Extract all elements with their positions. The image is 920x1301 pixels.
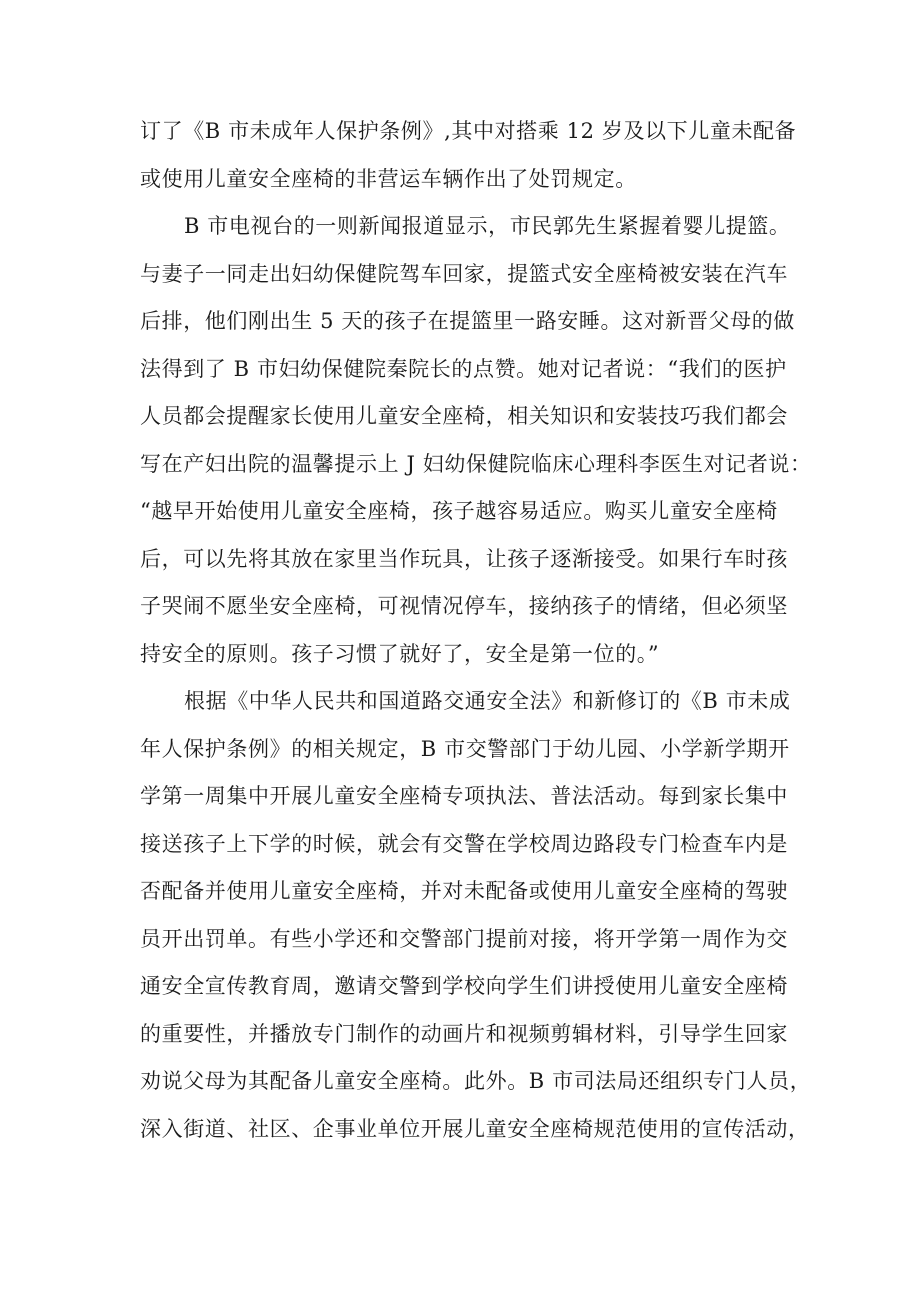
text-line: 否配备并使用儿童安全座椅，并对未配备或使用儿童安全座椅的驾驶 [140,879,788,903]
text-line: 学第一周集中开展儿童安全座椅专项执法、普法活动。每到家长集中 [140,784,788,808]
text-line: 年人保护条例》的相关规定，B 市交警部门于幼儿园、小学新学期开 [140,736,790,761]
text-line: 或使用儿童安全座椅的非营运车辆作出了处罚规定。 [140,166,637,191]
body-text [140,108,812,1153]
text-line: 与妻子一同走出妇幼保健院驾车回家，提篮式安全座椅被安装在汽车 [140,261,788,286]
text-line: 通安全宣传教育周，邀请交警到学校向学生们讲授使用儿童安全座椅 [140,974,788,998]
text-line: “越早开始使用儿童安全座椅，孩子越容易适应。购买儿童安全座椅 [140,499,778,523]
text-line: 后，可以先将其放在家里当作玩具，让孩子逐渐接受。如果行车时孩 [140,546,788,571]
text-line: 持安全的原则。孩子习惯了就好了，安全是第一位的。” [140,641,660,666]
text-line: 写在产妇出院的温馨提示上 J 妇幼保健院临床心理科李医生对记者说： [140,451,812,476]
text-line: 订了《B 市未成年人保护条例》,其中对搭乘 12 岁及以下儿童未配备 [140,119,797,143]
text-line: 员开出罚单。有些小学还和交警部门提前对接，将开学第一周作为交 [140,926,788,951]
text-line: 接送孩子上下学的时候，就会有交警在学校周边路段专门检查车内是 [140,831,788,856]
text-line: 劝说父母为其配备儿童安全座椅。此外。B 市司法局还组织专门人员， [140,1069,812,1093]
paragraph-first-line: B 市电视台的一则新闻报道显示，市民郭先生紧握着婴儿提篮。 [184,214,791,238]
text-line: 子哭闹不愿坐安全座椅，可视情况停车，接纳孩子的情绪，但必须坚 [140,594,788,618]
text-line: 人员都会提醒家长使用儿童安全座椅，相关知识和安装技巧我们都会 [140,404,788,428]
text-line: 的重要性，并播放专门制作的动画片和视频剪辑材料，引导学生回家 [140,1021,788,1046]
text-line: 后排，他们刚出生 5 天的孩子在提篮里一路安睡。这对新晋父母的做 [140,309,795,333]
text-line: 法得到了 B 市妇幼保健院秦院长的点赞。她对记者说：“我们的医护 [140,356,787,381]
paragraph-first-line: 根据《中华人民共和国道路交通安全法》和新修订的《B 市未成 [184,689,791,713]
text-line: 深入街道、社区、企事业单位开展儿童安全座椅规范使用的宣传活动， [140,1116,810,1141]
